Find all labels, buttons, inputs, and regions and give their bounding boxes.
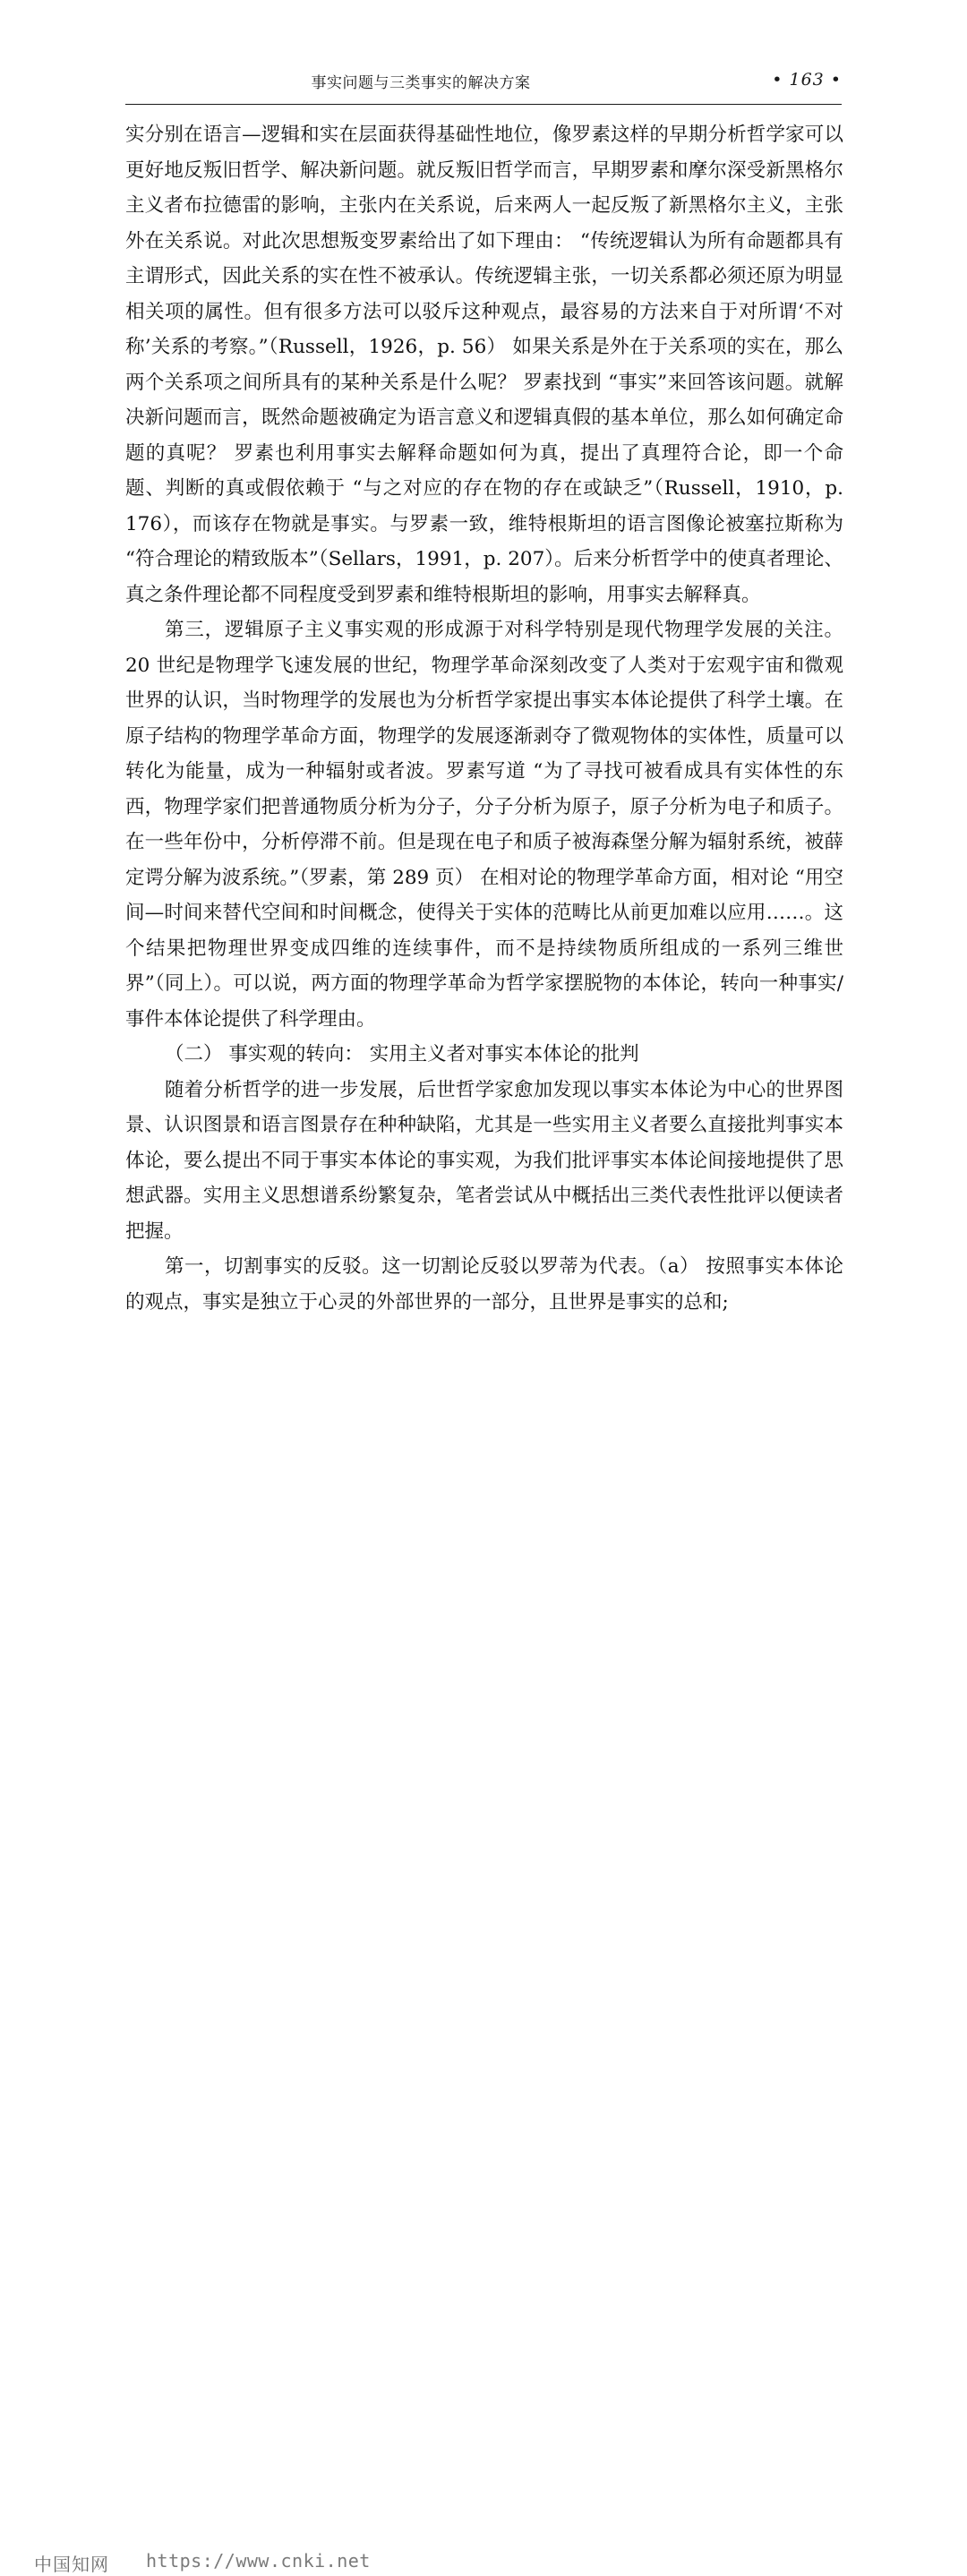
section-heading-two: （二） 事实观的转向： 实用主义者对事实本体论的批判 — [165, 1043, 639, 1065]
page-header — [125, 70, 842, 97]
paragraph-continued: 实分别在语言—逻辑和实在层面获得基础性地位，像罗素这样的早期分析哲学家可以更好地反叛旧哲学、解决新问题。就反叛旧哲学而言，早期罗素和摩尔深受新黑格尔主义者布拉德雷的影响，主张内在关系说，后来两人一起反叛了新黑格尔主义，主张外在关系说。对此次思想叛变罗素给出了如下理由： “传统逻辑认为所有命题都具有主谓形式，因此关系的实在性不被承认。传统逻辑主张，一切关系都必须还原为明显相关项的属性。但有很多方法可以驳斥这种观点，最容易的方法来自于对所谓‘不对称’关系的考察。”（Russell，1926，p. 56） 如果关系是外在于关系项的实在，那么两个关系项之间所具有的某种关系是什么呢？ 罗素找到 “事实”来回答该问题。就解决新问题而言，既然命题被确定为语言意义和逻辑真假的基本单位，那么如何确定命题的真呢？ 罗素也利用事实去解释命题如何为真，提出了真理符合论，即一个命题、判断的真或假依赖于 “与之对应的存在物的存在或缺乏”（Russell，1910，p. 176），而该存在物就是事实。与罗素一致，维特根斯坦的语言图像论被塞拉斯称为 “符合理论的精致版本”（Sellars，1991，p. 207）。后来分析哲学中的使真者理论、真之条件理论都不同程度受到罗素和维特根斯坦的影响，用事实去解释真。 — [125, 124, 843, 606]
page-footer — [0, 1263, 967, 2575]
cnki-logo: 中国知网 — [34, 2554, 109, 2575]
page-body — [125, 117, 843, 1320]
paragraph-third-point: 第三，逻辑原子主义事实观的形成源于对科学特别是现代物理学发展的关注。20 世纪是物理学飞速发展的世纪，物理学革命深刻改变了人类对于宏观宇宙和微观世界的认识，当时物理学的发展也为分析哲学家提出事实本体论提供了科学土壤。在原子结构的物理学革命方面，物理学的发展逐渐剥夺了微观物体的实体性，质量可以转化为能量，成为一种辐射或者波。罗素写道 “为了寻找可被看成具有实体性的东西，物理学家们把普通物质分析为分子，分子分析为原子，原子分析为电子和质子。在一些年份中，分析停滞不前。但是现在电子和质子被海森堡分解为辐射系统，被薛定谔分解为波系统。”（罗素，第 289 页） 在相对论的物理学革命方面，相对论 “用空间—时间来替代空间和时间概念，使得关于实体的范畴比从前更加难以应用……。这个结果把物理世界变成四维的连续事件，而不是持续物质所组成的一系列三维世界”（同上）。可以说，两方面的物理学革命为哲学家摆脱物的本体论，转向一种事实/事件本体论提供了科学理由。 — [125, 619, 843, 1031]
paragraph-first-point: 第一，切割事实的反驳。这一切割论反驳以罗蒂为代表。（a） 按照事实本体论的观点，事实是独立于心灵的外部世界的一部分，且世界是事实的总和; — [125, 1255, 843, 1314]
running-title: 事实问题与三类事实的解决方案 — [311, 74, 531, 92]
page-number: • 163 • — [772, 70, 842, 90]
paragraph-pragmatist-critique: 随着分析哲学的进一步发展，后世哲学家愈加发现以事实本体论为中心的世界图景、认识图景和语言图景存在种种缺陷，尤其是一些实用主义者要么直接批判事实本体论，要么提出不同于事实本体论的事实观，为我们批评事实本体论间接地提供了思想武器。实用主义思想谱系纷繁复杂，笔者尝试从中概括出三类代表性批评以便读者把握。 — [125, 1078, 843, 1243]
header-divider — [125, 104, 842, 105]
cnki-url: https://www.cnki.net — [146, 2550, 371, 2572]
